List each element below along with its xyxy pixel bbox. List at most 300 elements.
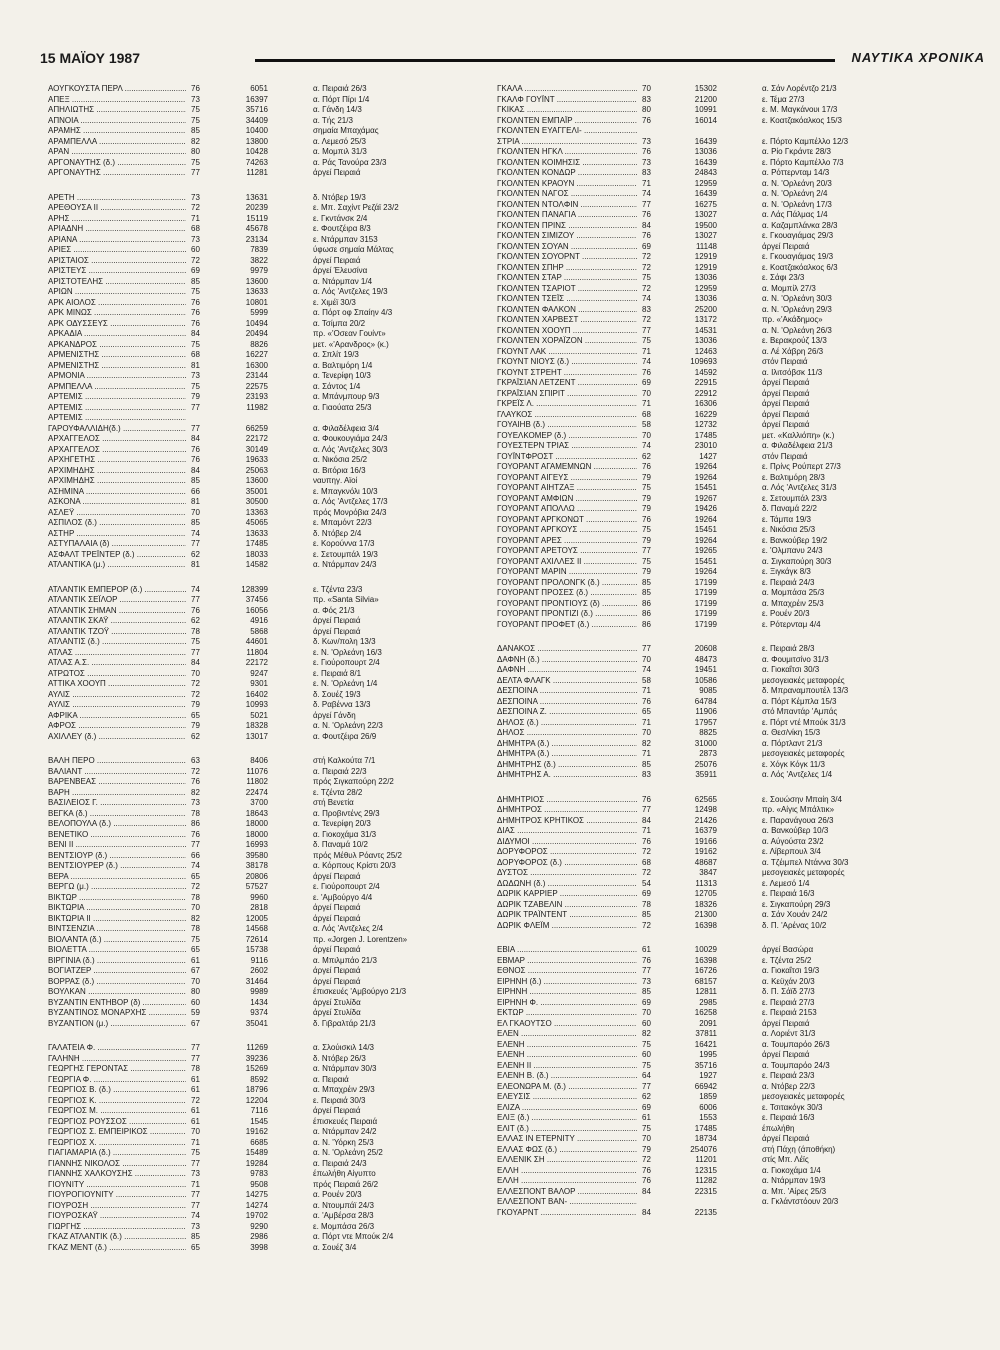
ship-status: ε. Τζέντα 28/2 (313, 787, 363, 797)
group-gap (48, 179, 488, 193)
ship-name: ΓΙΩΡΓΗΣ ..... (48, 1222, 186, 1233)
build-year: 60 (191, 997, 200, 1007)
build-year: 70 (191, 903, 200, 912)
ship-row (497, 956, 937, 967)
ship-name: ΓΕΩΡΓΗΣ ΓΕΡΟΝΤΑΣ ..... (48, 1064, 186, 1075)
ship-status: α. Σουέζ 3/4 (313, 1242, 357, 1252)
build-year: 62 (642, 1092, 651, 1101)
ship-row (48, 413, 488, 424)
ship-row (497, 189, 937, 200)
build-year: 75 (191, 637, 200, 646)
tonnage: 7116 (250, 1106, 268, 1115)
ship-name: ΔΑΦΝΗ ..... (497, 665, 637, 676)
ship-name: ΓΚΡΑΪΣΙΑΝ ΛΕΤΖΕΝΤ ..... (497, 378, 637, 389)
ship-status: ε. Πειραιά 28/3 (762, 644, 815, 653)
build-year: 77 (191, 423, 200, 433)
ship-status: ε. Τάμπα 19/3 (762, 514, 811, 524)
build-year: 75 (191, 287, 200, 296)
ship-status: α. Καζαμπλάνκα 28/3 (762, 220, 838, 230)
build-year: 63 (191, 756, 200, 765)
ship-status: ε. Μομπάσα 26/3 (313, 1221, 375, 1231)
ship-name: ΑΤΡΩΤΟΣ ..... (48, 669, 186, 680)
ship-status: α. Πειραιά 22/3 (313, 766, 367, 776)
build-year: 83 (642, 168, 651, 177)
tonnage: 19702 (245, 1211, 268, 1220)
build-year: 84 (191, 329, 200, 338)
build-year: 58 (642, 675, 651, 685)
ship-row (48, 1180, 488, 1191)
tonnage: 35041 (245, 1018, 268, 1028)
ship-row (48, 1064, 488, 1075)
build-year: 72 (191, 255, 200, 265)
tonnage: 109693 (690, 357, 717, 366)
ship-row (48, 809, 488, 820)
ship-row (48, 966, 488, 977)
ship-row (48, 956, 488, 967)
ship-name: ΓΕΩΡΓΙΟΣ ΡΟΥΣΣΟΣ ..... (48, 1117, 186, 1128)
ship-name: ΑΥΛΙΣ ..... (48, 690, 186, 701)
tonnage: 12204 (245, 1095, 268, 1105)
ship-name: ΓΚΑΛΑ ..... (497, 84, 637, 95)
build-year: 85 (642, 987, 651, 996)
ship-row (48, 914, 488, 925)
tonnage: 9989 (250, 987, 268, 996)
tonnage: 5999 (250, 308, 268, 317)
ship-name: ΑΠΗΛΙΩΤΗΣ ..... (48, 105, 186, 116)
ship-row (48, 1019, 488, 1030)
ship-name: ΔΩΔΩΝΗ (δ.) ..... (497, 879, 637, 890)
build-year: 75 (191, 157, 200, 167)
tonnage: 19162 (245, 1127, 268, 1136)
tonnage: 9085 (699, 686, 717, 695)
ship-name: ΓΟΥΟΡΑΝΤ ΑΙΓΕΥΣ ..... (497, 473, 637, 484)
build-year: 79 (642, 472, 651, 482)
ship-name: ΓΛΑΥΚΟΣ ..... (497, 410, 637, 421)
build-year: 76 (191, 318, 200, 328)
build-year: 77 (642, 805, 651, 814)
tonnage: 6006 (699, 1102, 717, 1112)
ship-status: α. Πόρτλαντ 21/3 (762, 738, 823, 748)
ship-row (497, 837, 937, 848)
ship-name: ΓΟΥΟΡΑΝΤ ΑΡΕΤΟΥΣ ..... (497, 546, 637, 557)
ship-row (497, 588, 937, 599)
ship-name: ΓΟΥΟΡΑΝΤ ΑΡΓΚΟΝΩΤ ..... (497, 515, 637, 526)
ship-row (48, 721, 488, 732)
tonnage: 64784 (694, 696, 717, 706)
tonnage: 5868 (250, 626, 268, 636)
ship-row (497, 847, 937, 858)
ship-name: ΕΒΜΑΡ ..... (497, 956, 637, 967)
tonnage: 17957 (694, 717, 717, 727)
ship-name: ΓΟΥΪΝΤΦΡΟΣΤ ..... (497, 452, 637, 463)
ship-status: ε. Πειραιά 2153 (762, 1008, 817, 1017)
ship-status: άργεί Πειραιά (762, 1018, 810, 1028)
ship-status: α. Λός 'Αντζελες 2/4 (313, 924, 384, 933)
tonnage: 18000 (245, 829, 268, 839)
ship-row (497, 378, 937, 389)
ship-name: ΓΚΟΛΝΤΕΝ ΚΟΙΜΗΣΙΣ ..... (497, 158, 637, 169)
header-rule (255, 59, 835, 62)
ship-status: σημαία Μπαχάμας (313, 126, 379, 135)
tonnage: 17485 (694, 1123, 717, 1133)
ship-name: ΓΚΟΛΝΤΕΝ ΚΡΑΟΥΝ ..... (497, 179, 637, 190)
ship-name: ΓΚΟΛΝΤΕΝ ΝΑΓΟΣ ..... (497, 189, 637, 200)
tonnage: 68157 (694, 976, 717, 986)
build-year: 77 (642, 546, 651, 555)
tonnage: 3700 (250, 798, 268, 807)
tonnage: 19264 (694, 462, 717, 471)
ship-row (48, 840, 488, 851)
ship-row (497, 105, 937, 116)
tonnage: 10400 (245, 126, 268, 135)
ship-row (48, 256, 488, 267)
build-year: 71 (642, 399, 651, 408)
ship-status: ε. Πόρτο Καμπέλλο 7/3 (762, 157, 844, 167)
ship-name: ΓΚΑΖ ΑΤΛΑΝΤΙΚ (δ.) ..... (48, 1232, 186, 1243)
ship-row (497, 1208, 937, 1219)
ship-status: α. Ντάρμπαν 24/2 (313, 1127, 377, 1136)
ship-name: ΑΡΚ ΜΙΝΩΣ ..... (48, 308, 186, 319)
ship-row (497, 697, 937, 708)
tonnage: 7839 (250, 245, 268, 254)
ship-row (48, 529, 488, 540)
tonnage: 19633 (245, 455, 268, 464)
ship-row (48, 382, 488, 393)
ship-row (48, 903, 488, 914)
ship-name: ΓΚΑΖ ΜΕΝΤ (δ.) ..... (48, 1243, 186, 1254)
ship-row (497, 252, 937, 263)
ship-status: ε. 'Ολμπανυ 24/3 (762, 546, 823, 555)
ship-status: α. Λέ Χάβρη 26/3 (762, 346, 824, 356)
build-year: 75 (642, 556, 651, 566)
tonnage: 11076 (246, 766, 268, 776)
ship-status: άργεί Πειραιά (313, 1106, 361, 1115)
ship-status: στή Βενετία (313, 798, 354, 807)
ship-name: ΓΑΛΑΤΕΙΑ Φ. ..... (48, 1043, 186, 1054)
tonnage: 13036 (694, 336, 717, 345)
ship-name: ΓΟΥΟΡΑΝΤ ΑΡΕΣ ..... (497, 536, 637, 547)
tonnage: 13600 (245, 476, 268, 485)
ship-name: ΑΤΛΑΝΤΙΚ ΣΕΪΛΟΡ ..... (48, 595, 186, 606)
tonnage: 9508 (250, 1179, 268, 1189)
tonnage: 31000 (694, 738, 717, 748)
ship-row (48, 434, 488, 445)
ship-row (497, 473, 937, 484)
tonnage: 22135 (694, 1207, 717, 1217)
tonnage: 16398 (694, 955, 717, 965)
build-year: 75 (642, 273, 651, 282)
ship-status: δ. Ντόβερ 26/3 (313, 1053, 366, 1063)
ship-status: δ. Μπραναμπουτέλ 13/3 (762, 686, 849, 695)
ship-row (497, 357, 937, 368)
ship-row (48, 1096, 488, 1107)
ship-status: α. Λός 'Αντζελες 17/3 (313, 497, 388, 506)
tonnage: 62565 (694, 794, 717, 804)
ship-row (48, 924, 488, 935)
ship-status: άργεί Πειραιά (762, 399, 810, 408)
ship-name: ΑΦΡΟΣ ..... (48, 721, 186, 732)
ship-status: α. Τουμπαρόο 26/3 (762, 1039, 830, 1049)
tonnage: 13036 (694, 294, 717, 303)
build-year: 76 (191, 308, 200, 317)
ship-name: ΓΚΟΛΝΤΕΝ ΤΣΕΪΣ ..... (497, 294, 637, 305)
ship-name: ΒΟΡΡΑΣ (δ.) ..... (48, 977, 186, 988)
tonnage: 8825 (699, 728, 717, 737)
ship-status: α. Πειραιά 26/3 (313, 84, 367, 93)
ship-row (497, 536, 937, 547)
ship-name: ΓΚΟΛΝΤΕΝ ΗΓΚΛ ..... (497, 147, 637, 158)
ship-name: ΕΛΕΝΗ ΙΙ ..... (497, 1061, 637, 1072)
tonnage: 18328 (245, 721, 268, 730)
group-gap (48, 742, 488, 756)
build-year: 67 (191, 966, 200, 975)
ship-name: ΔΗΜΗΤΡΟΣ ΚΡΗΤΙΚΟΣ ..... (497, 816, 637, 827)
tonnage: 19265 (694, 546, 717, 555)
build-year: 68 (191, 224, 200, 233)
ship-status: α. Θεσ/νίκη 15/3 (762, 728, 821, 737)
ship-row (497, 305, 937, 316)
ship-name: ΑΡΧΑΓΓΕΛΟΣ ..... (48, 434, 186, 445)
ship-row (497, 826, 937, 837)
ship-status: άργεί Πειραιά (762, 1050, 810, 1059)
ship-status: ε. Γκντάνσκ 2/4 (313, 213, 368, 223)
ship-name: ΓΚΟΛΝΤΕΝ ΕΜΠΑΪΡ ..... (497, 116, 637, 127)
tonnage: 10586 (694, 675, 717, 685)
ship-status: α. Μπαχρέιν 25/3 (762, 598, 824, 608)
ship-name: ΒΕΛΟΠΟΥΛΑ (δ.) ..... (48, 819, 186, 830)
build-year: 84 (642, 220, 651, 230)
ship-name: ΕΒΙΑ ..... (497, 945, 637, 956)
ship-row (497, 977, 937, 988)
build-year: 69 (642, 241, 651, 251)
ship-status: α. Βαλτιμόρη 1/4 (313, 360, 373, 370)
ship-row (48, 690, 488, 701)
ship-name: ΓΟΥΟΡΑΝΤ ΜΑΡΙΝ ..... (497, 567, 637, 578)
build-year: 79 (642, 1144, 651, 1154)
build-year: 71 (642, 346, 651, 356)
ship-name: ΓΟΥΟΡΑΝΤ ΑΓΑΜΕΜΝΩΝ ..... (497, 462, 637, 473)
ship-name: ΓΙΑΓΙΑΜΑΡΙΑ (δ.) ..... (48, 1148, 186, 1159)
build-year: 76 (642, 367, 651, 377)
ship-name: ΕΙΡΗΝΗ ..... (497, 987, 637, 998)
tonnage: 17199 (694, 598, 717, 608)
tonnage: 48473 (694, 654, 717, 664)
ship-status: α. Αύγούστα 23/2 (762, 836, 824, 846)
ship-status: άργεί Στυλίδα (313, 1008, 361, 1017)
tonnage: 13800 (245, 136, 268, 146)
ship-name: ΑΣΤΗΡ ..... (48, 529, 186, 540)
ship-status: πρός Μονρόβια 24/3 (313, 507, 387, 517)
ship-row (48, 788, 488, 799)
ship-status: πρ. «Αίγις Μπάλτικ» (762, 805, 835, 814)
ship-name: ΑΤΛΑΣ Α.Σ. ..... (48, 658, 186, 669)
ship-row (48, 998, 488, 1009)
build-year: 77 (642, 325, 651, 335)
tonnage: 18326 (694, 899, 717, 909)
build-year: 77 (642, 1081, 651, 1091)
ship-status: α. Ν. 'Υόρκη 25/3 (313, 1137, 374, 1147)
build-year: 86 (642, 609, 651, 618)
tonnage: 45065 (245, 518, 268, 527)
ship-name: ΑΡΓΟΝΑΥΤΗΣ ..... (48, 168, 186, 179)
build-year: 75 (642, 483, 651, 492)
tonnage: 10029 (694, 945, 717, 954)
ship-name: ΑΡΚΑΔΙΑ ..... (48, 329, 186, 340)
ship-status: α. Ν. 'Ορλεάνη 20/3 (762, 178, 832, 188)
ship-name: ΔΕΛΤΑ ΦΛΑΓΚ ..... (497, 676, 637, 687)
tonnage: 2602 (250, 966, 268, 975)
ship-row (497, 795, 937, 806)
ship-name: ΔΗΛΟΣ ..... (497, 728, 637, 739)
ship-status: δ. Ραβέννα 13/3 (313, 700, 371, 709)
tonnage: 15451 (694, 483, 717, 492)
ship-name: ΔΙΑΣ ..... (497, 826, 637, 837)
ship-row (497, 686, 937, 697)
build-year: 64 (642, 1071, 651, 1080)
ship-name: ΒΑΛΗ ΠΕΡΟ ..... (48, 756, 186, 767)
build-year: 80 (191, 987, 200, 996)
tonnage: 14275 (245, 1190, 268, 1199)
tonnage: 15738 (245, 945, 268, 954)
ship-name: ΑΡΜΕΝΙΣΤΗΣ ..... (48, 350, 186, 361)
tonnage: 9290 (250, 1221, 268, 1231)
ship-status: ε. Λίβερπουλ 3/4 (762, 847, 821, 856)
ship-name: ΔΕΣΠΟΙΝΑ ..... (497, 697, 637, 708)
ship-status: έπισκευές 'Αμβούργο 21/3 (313, 987, 407, 996)
tonnage: 16258 (694, 1008, 717, 1017)
ship-row (497, 900, 937, 911)
ship-status: α. Νικόσια 25/2 (313, 455, 368, 464)
build-year: 73 (191, 371, 200, 380)
ship-row (48, 235, 488, 246)
tonnage: 20806 (245, 871, 268, 881)
ship-row (48, 466, 488, 477)
ship-status: ε. Σουώσην Μπαίη 3/4 (762, 794, 842, 804)
build-year: 73 (191, 1221, 200, 1231)
ship-row (497, 805, 937, 816)
tonnage: 9247 (250, 668, 268, 678)
build-year: 68 (642, 857, 651, 867)
tonnage: 13027 (694, 231, 717, 240)
ship-status: ε. Βαλτιμόρη 28/3 (762, 472, 825, 482)
ship-name: ΔΙΔΥΜΟΙ ..... (497, 837, 637, 848)
ship-status: στόν Πειραιά (762, 451, 808, 461)
ship-name: ΕΙΡΗΝΗ (δ.) ..... (497, 977, 637, 988)
ship-row (497, 221, 937, 232)
ship-row (497, 368, 937, 379)
ship-status: α. Ρουέν 20/3 (313, 1190, 362, 1199)
tonnage: 4916 (250, 616, 268, 625)
ship-status: άργεί Πειραιά (313, 966, 361, 975)
build-year: 78 (191, 1064, 200, 1073)
ship-row (48, 1201, 488, 1212)
build-year: 70 (191, 1127, 200, 1136)
ship-row (497, 1092, 937, 1103)
tonnage: 12498 (694, 805, 717, 814)
build-year: 77 (191, 840, 200, 849)
ship-name: ΒΕΝΤΣΙΟΥΡΕΡ (δ.) ..... (48, 861, 186, 872)
ship-row (497, 749, 937, 760)
ship-name: ΔΩΡΙΚ ΦΛΕΪΜ ..... (497, 921, 637, 932)
ship-name: ΑΡΚ ΟΔΥΣΣΕΥΣ ..... (48, 319, 186, 330)
ship-name: ΒΕΡΑ ..... (48, 872, 186, 883)
tonnage: 39580 (245, 850, 268, 860)
ship-status: πρός Μέθυλ Ρόαντς 25/2 (313, 850, 402, 860)
ship-row (48, 193, 488, 204)
ship-status: α. Σιγκαπούρη 30/3 (762, 556, 832, 566)
ship-status: α. Ν. 'Ορλεάνη 29/3 (762, 304, 832, 314)
ship-status: ε. Μπαμόντ 22/3 (313, 518, 372, 527)
ship-row (497, 95, 937, 106)
ship-name: ΔΕΣΠΟΙΝΑ Ζ. ..... (497, 707, 637, 718)
ship-name: ΑΡΧΙΜΗΔΗΣ ..... (48, 466, 186, 477)
tonnage: 15451 (694, 556, 717, 566)
tonnage: 16275 (694, 199, 717, 209)
ship-row (48, 637, 488, 648)
ship-status: α. Μπαχρέιν 29/3 (313, 1085, 375, 1094)
tonnage: 16398 (694, 920, 717, 930)
build-year: 65 (191, 710, 200, 720)
ship-status: α. Ντάρμπαν 30/3 (313, 1064, 377, 1073)
tonnage: 12732 (694, 420, 717, 429)
ship-name: ΑΤΛΑΝΤΙΚΑ (μ.) ..... (48, 560, 186, 571)
tonnage: 15269 (245, 1064, 268, 1073)
tonnage: 17199 (694, 609, 717, 618)
ship-name: ΑΡΤΕΜΙΣ ..... (48, 392, 186, 403)
ship-status: α. Λεμεσό 25/3 (313, 136, 366, 146)
tonnage: 9301 (250, 679, 268, 688)
build-year: 68 (191, 350, 200, 359)
ship-row (497, 410, 937, 421)
ship-name: ΕΛΛΕΣΠΟΝΤ ΒΑΝ- ..... (497, 1197, 637, 1208)
ship-row (497, 546, 937, 557)
ship-row (497, 116, 937, 127)
build-year: 58 (642, 420, 651, 429)
ship-row (48, 350, 488, 361)
ship-row (497, 158, 937, 169)
build-year: 72 (191, 1095, 200, 1105)
build-year: 65 (642, 707, 651, 716)
build-year: 82 (191, 913, 200, 923)
ship-status: ε. Γκουαγιάμας 19/3 (762, 252, 834, 261)
ship-row (48, 585, 488, 596)
ship-row (497, 644, 937, 655)
ship-name: ΕΛΛΗ ..... (497, 1166, 637, 1177)
build-year: 70 (642, 728, 651, 737)
ship-row (48, 798, 488, 809)
ship-row (48, 987, 488, 998)
ship-name: ΓΕΩΡΓΙΟΣ Β. (δ.) ..... (48, 1085, 186, 1096)
ship-status: α. Φιλαδέλφεια 21/3 (762, 441, 833, 450)
build-year: 74 (191, 861, 200, 870)
build-year: 73 (191, 798, 200, 807)
ship-row (497, 1197, 937, 1208)
build-year: 80 (191, 147, 200, 156)
ship-status: α. Ντάρμπαν 1/4 (313, 276, 373, 286)
ship-row (48, 700, 488, 711)
ship-row (48, 329, 488, 340)
ship-name: ΒΥΖΑΝΤΙΝΟΣ ΜΟΝΑΡΧΗΣ ..... (48, 1008, 186, 1019)
build-year: 70 (642, 388, 651, 398)
build-year: 77 (191, 647, 200, 657)
tonnage: 13017 (245, 731, 268, 741)
ship-name: ΑΤΛΑΝΤΙΚ ΣΗΜΑΝ ..... (48, 606, 186, 617)
ship-status: ε. Κοατζακόαλκος 15/3 (762, 115, 842, 125)
tonnage: 23010 (694, 441, 717, 450)
ship-status: α. Λός 'Αντζελες 19/3 (313, 287, 388, 296)
tonnage: 44601 (245, 637, 268, 646)
ship-name: ΓΟΥΑΙΗΒ (δ.) ..... (497, 420, 637, 431)
